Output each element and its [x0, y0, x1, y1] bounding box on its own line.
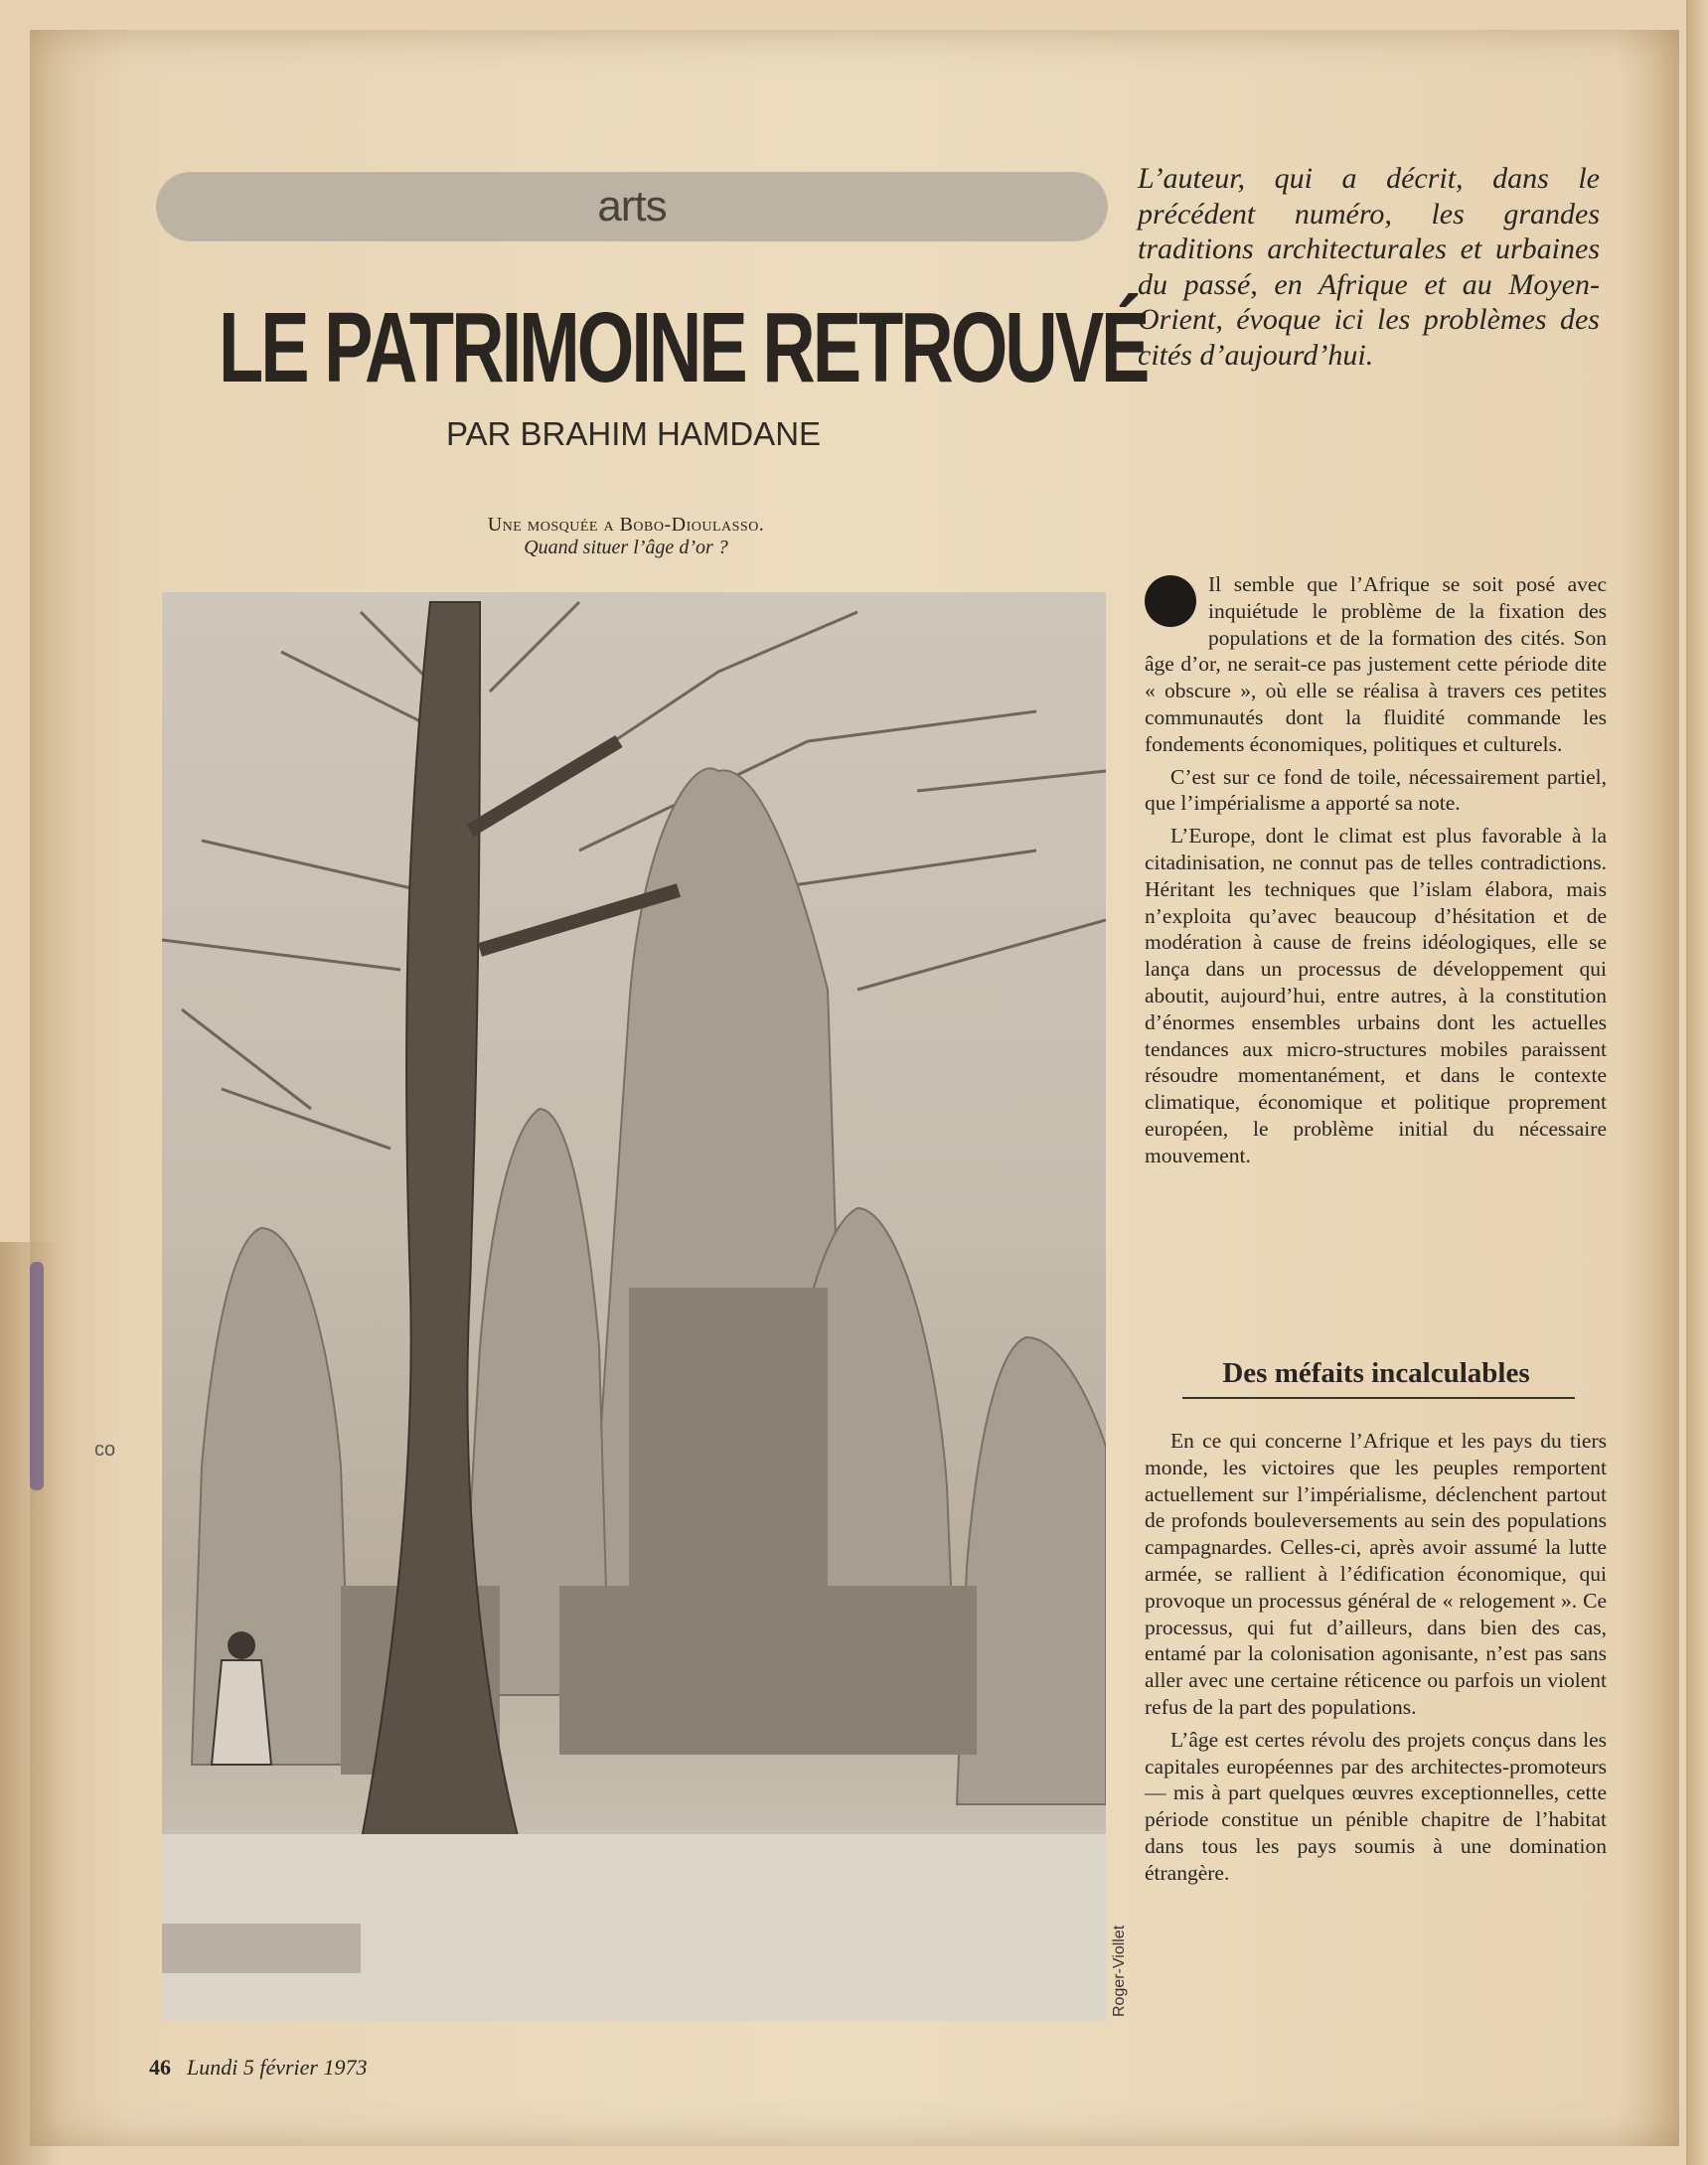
- subheading-underline: [1182, 1397, 1575, 1399]
- ink-stain: [30, 1262, 44, 1490]
- section-label: arts: [597, 182, 667, 231]
- subheading: Des méfaits incalculables: [1222, 1357, 1530, 1389]
- issue-date: Lundi 5 février 1973: [187, 2055, 368, 2080]
- bullet-icon: [1145, 575, 1196, 627]
- page-footer: [149, 2055, 368, 2081]
- paragraph: En ce qui concerne l’Afrique et les pays du tiers monde, les victoires que les peuples remportent actuellement sur l’impérialisme, déclenchent partout de profonds bouleversements au sein des populations campagnardes. Celles-ci, après avoir assumé la lutte armée, se rallient à l’édification économique, qui provoque un processus général de « relogement ». Ce processus, qui fut d’ailleurs, dans bien des cas, entamé par la colonisation agonisante, n’est pas sans aller avec une certaine réticence ou parfois un violent refus de la part des populations.: [1145, 1429, 1607, 1719]
- caption-title: Une mosquée a Bobo-Dioulasso.: [487, 514, 765, 536]
- caption-subtitle: Quand situer l’âge d’or ?: [524, 537, 728, 558]
- photo-credit: [1111, 1987, 1129, 2017]
- paragraph: L’Europe, dont le climat est plus favorable à la citadinisation, ne connut pas de telles contradictions. Héritant les techniques que l’islam élabora, mais n’exploita qu’avec beaucoup d’hésitation et de modération à cause de freins idéologiques, elle se lança dans un processus de développement qui aboutit, aujourd’hui, entre autres, à la constitution d’énormes ensembles urbains dont les actuelles tendances aux micro-structures mobiles paraissent résoudre momentanément, et dans le contexte climatique, économique et politique proprement européen, le problème initial du nécessaire mouvement.: [1145, 824, 1607, 1167]
- photo-caption: [378, 514, 874, 559]
- paragraph: L’âge est certes révolu des projets conçus dans les capitales européennes par des architectes-promoteurs — mis à part quelques œuvres exceptionnelles, cette période constitue un pénible chapitre de l’habitat dans tous les pays soumis à une domination étrangère.: [1145, 1727, 1607, 1885]
- article-body-top: [1145, 571, 1607, 1175]
- page-edge: [1686, 0, 1708, 2165]
- section-band: [156, 172, 1108, 241]
- byline: PAR BRAHIM HAMDANE: [445, 415, 822, 452]
- paragraph: C’est sur ce fond de toile, nécessairement partiel, que l’impérialisme a apporté sa note.: [1145, 764, 1607, 816]
- page-number: 46: [149, 2055, 171, 2080]
- paragraph: [1145, 571, 1607, 758]
- mosque-illustration: [162, 592, 1106, 2021]
- edge-text: co: [94, 1439, 116, 1461]
- article-title: LE PATRIMOINE RETROUVÉ: [219, 291, 1148, 403]
- article-intro: L’auteur, qui a décrit, dans le précédent numéro, les grandes traditions architecturales et urbaines du passé, en Afrique et au Moyen-Orient, évoque ici les problèmes des cités d’aujourd’hui.: [1138, 162, 1600, 372]
- mosque-photo: [162, 592, 1106, 2021]
- paragraph-text: Il semble que l’Afrique se soit posé avec inquiétude le problème de la fixation des populations et de la formation des cités. Son âge d’or, ne serait-ce pas justement cette période dite « obscure », où elle se réalisa à travers ces petites communautés dont la fluidité commande les fondements économiques, politiques et culturels.: [1145, 572, 1607, 756]
- article-body-bottom: [1145, 1428, 1607, 1893]
